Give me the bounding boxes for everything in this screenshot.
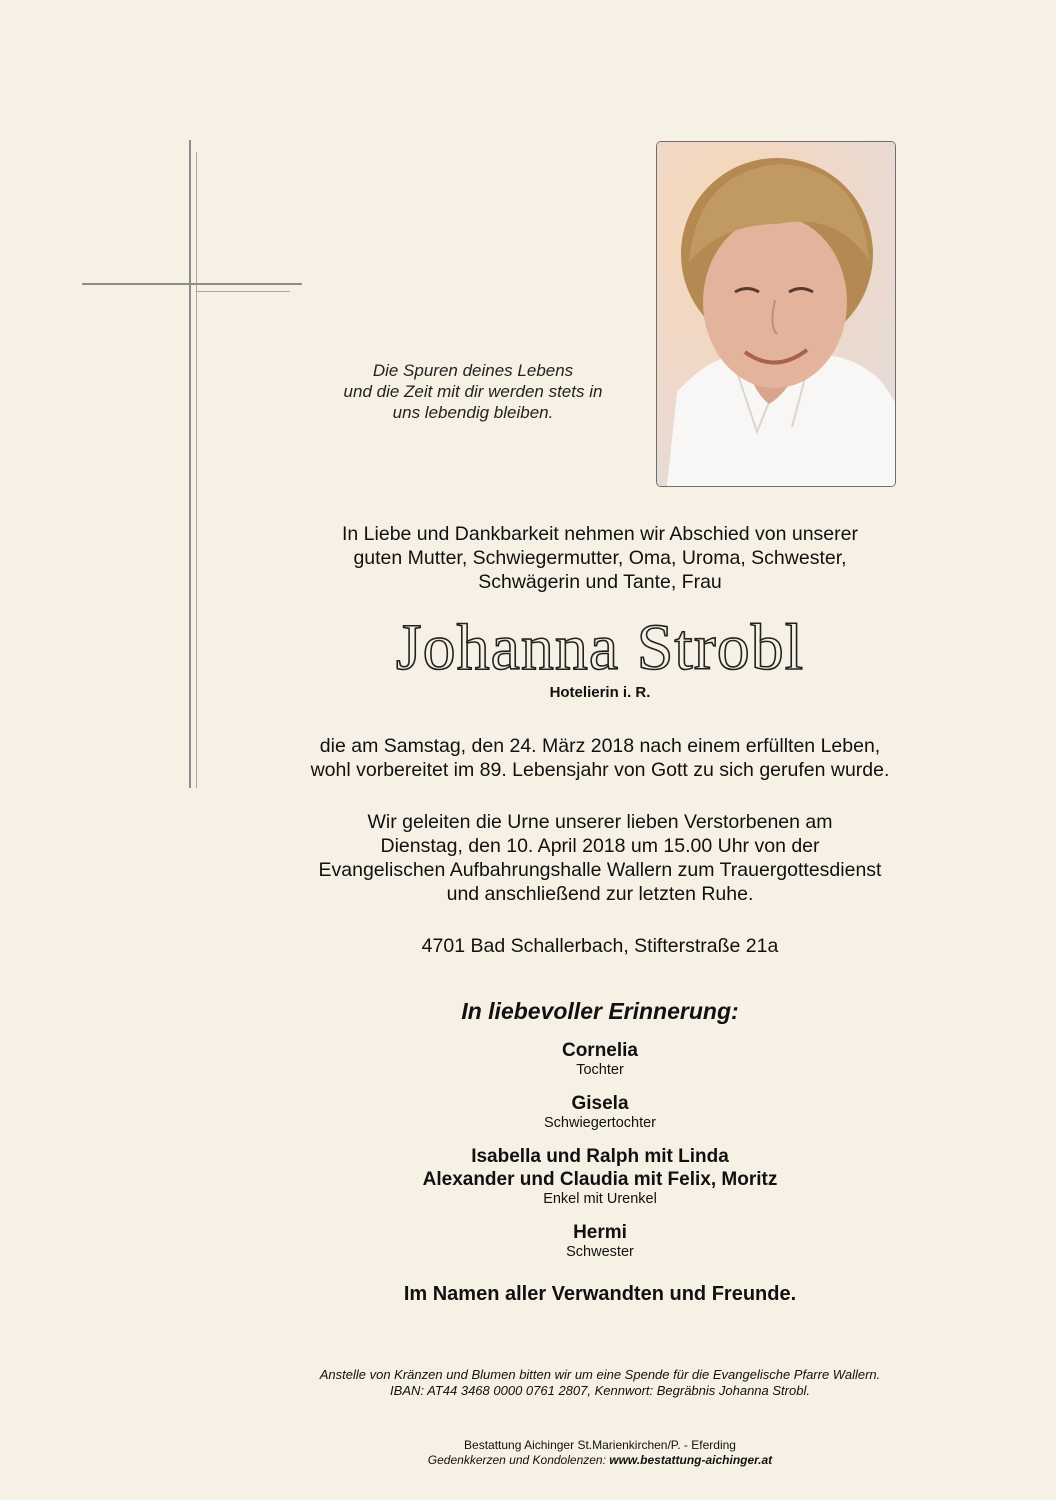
mourner-relation: Tochter xyxy=(576,1062,624,1078)
footer-website-link[interactable]: www.bestattung-aichinger.at xyxy=(609,1453,773,1467)
footer-funeral-home: Bestattung Aichinger St.Marienkirchen/P. - Eferding xyxy=(464,1438,736,1452)
mourner-relation: Schwester xyxy=(566,1244,634,1260)
mourner-relation: Enkel mit Urenkel xyxy=(543,1191,657,1207)
mourner-entry xyxy=(200,1092,1000,1132)
memorial-title: In liebevoller Erinnerung: xyxy=(461,998,739,1024)
mourner-name: Hermi xyxy=(573,1222,627,1243)
funeral-line: Evangelischen Aufbahrungshalle Wallern zum Trauergottesdienst xyxy=(318,859,882,881)
quote-line: uns lebendig bleiben. xyxy=(392,403,554,422)
quote-line: Die Spuren deines Lebens xyxy=(372,361,574,380)
intro-text xyxy=(200,522,1000,594)
family-address: 4701 Bad Schallerbach, Stifterstraße 21a xyxy=(421,935,779,957)
cross-horizontal-line xyxy=(82,283,302,285)
intro-line: guten Mutter, Schwiegermutter, Oma, Uroma, Schwester, xyxy=(353,547,847,569)
death-line: die am Samstag, den 24. März 2018 nach einem erfüllten Leben, xyxy=(319,735,881,757)
footer xyxy=(200,1438,1000,1468)
mourner-entry xyxy=(200,1039,1000,1079)
mourner-name: Isabella und Ralph mit Linda xyxy=(471,1146,729,1167)
funeral-line: Dienstag, den 10. April 2018 um 15.00 Uhr von der xyxy=(380,835,820,857)
cross-vertical-inner-line xyxy=(196,152,197,788)
funeral-line: Wir geleiten die Urne unserer lieben Verstorbenen am xyxy=(367,811,833,833)
footer-condolence-label: Gedenkkerzen und Kondolenzen: xyxy=(427,1453,610,1467)
intro-line: Schwägerin und Tante, Frau xyxy=(478,571,722,593)
intro-line: In Liebe und Dankbarkeit nehmen wir Abschied von unserer xyxy=(342,523,858,545)
footer-condolence-line xyxy=(200,1453,1000,1468)
memorial-quote xyxy=(300,360,646,423)
death-line: wohl vorbereitet im 89. Lebensjahr von Gott zu sich gerufen wurde. xyxy=(310,759,890,781)
mourner-name: Alexander und Claudia mit Felix, Moritz xyxy=(422,1169,778,1190)
deceased-name: Johanna Strobl xyxy=(395,611,805,684)
mourner-entry xyxy=(200,1145,1000,1208)
portrait-photo xyxy=(656,141,896,487)
donation-notice xyxy=(200,1367,1000,1399)
portrait-illustration xyxy=(657,142,895,486)
death-text xyxy=(200,734,1000,782)
deceased-occupation: Hotelierin i. R. xyxy=(549,684,651,701)
quote-line: und die Zeit mit dir werden stets in xyxy=(343,382,603,401)
funeral-line: und anschließend zur letzten Ruhe. xyxy=(446,883,754,905)
cross-horizontal-inner-line xyxy=(196,291,290,292)
notice-line: IBAN: AT44 3468 0000 0761 2807, Kennwort: Begräbnis Johanna Strobl. xyxy=(390,1383,810,1398)
mourner-relation: Schwiegertochter xyxy=(543,1115,657,1131)
mourners-list xyxy=(200,1039,1000,1274)
mourner-entry xyxy=(200,1221,1000,1261)
mourner-name: Gisela xyxy=(571,1093,629,1114)
closing-line: Im Namen aller Verwandten und Freunde. xyxy=(403,1283,797,1305)
cross-vertical-line xyxy=(189,140,191,788)
notice-line: Anstelle von Kränzen und Blumen bitten wir um eine Spende für die Evangelische Pfarre Wallern. xyxy=(319,1367,881,1382)
mourner-name: Cornelia xyxy=(561,1040,639,1061)
funeral-text xyxy=(200,810,1000,906)
